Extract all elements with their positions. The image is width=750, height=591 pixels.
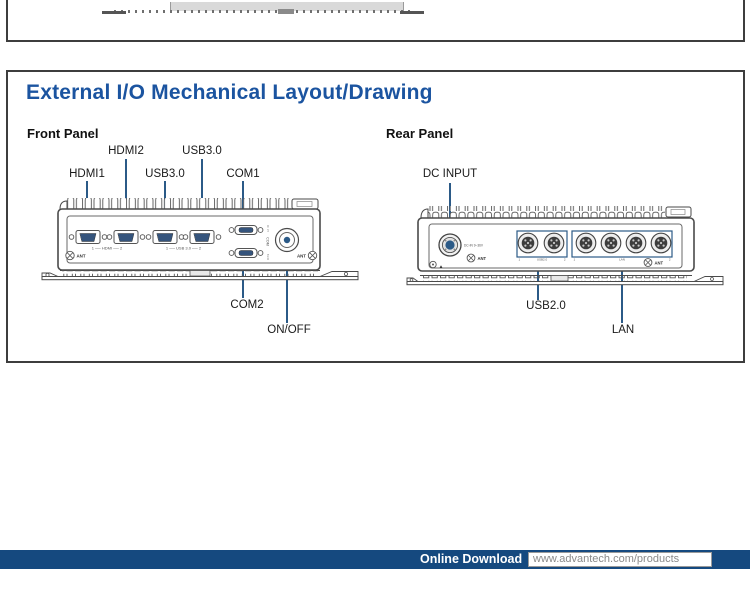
rear-ant-left bbox=[467, 254, 486, 262]
online-download-label: Online Download bbox=[420, 552, 523, 566]
engraving-dc: DC-IN 9~36V bbox=[464, 243, 484, 248]
front-panel-drawing bbox=[40, 196, 360, 290]
svg-text:1: 1 bbox=[267, 228, 269, 233]
label-hdmi2: HDMI2 bbox=[108, 145, 144, 157]
engraving-hdmi-group: 1 ── HDMI ── 2 bbox=[91, 245, 123, 251]
label-usb3-top: USB3.0 bbox=[182, 145, 222, 157]
footer-url-link[interactable]: www.advantech.com/products bbox=[528, 552, 712, 567]
rear-heatsink-fins bbox=[427, 206, 665, 218]
rear-panel-heading: Rear Panel bbox=[386, 126, 454, 141]
rear-mount-plate bbox=[407, 282, 723, 285]
usb2-connector-2 bbox=[544, 233, 564, 253]
svg-text:2: 2 bbox=[267, 253, 269, 258]
label-hdmi1: HDMI1 bbox=[69, 168, 105, 180]
top-drawing-box bbox=[6, 0, 745, 42]
cropped-drawing-center-detail bbox=[278, 9, 294, 14]
svg-text:2: 2 bbox=[563, 257, 566, 262]
front-mount-plate bbox=[42, 277, 358, 280]
front-center-tab bbox=[190, 271, 210, 277]
svg-text:1: 1 bbox=[573, 257, 576, 262]
lan-connector-3 bbox=[626, 233, 646, 253]
com-column-engraving bbox=[266, 225, 270, 260]
svg-text:COM: COM bbox=[265, 237, 270, 246]
label-dc-input: DC INPUT bbox=[422, 168, 478, 180]
label-com2: COM2 bbox=[230, 299, 264, 311]
cropped-drawing-left-foot bbox=[102, 11, 126, 14]
power-button bbox=[276, 229, 299, 252]
lan-connector-4 bbox=[651, 233, 671, 253]
cropped-drawing-serration bbox=[114, 10, 412, 13]
label-usb3-mid: USB3.0 bbox=[145, 168, 185, 180]
cropped-drawing-right-foot bbox=[400, 11, 424, 14]
page-title: External I/O Mechanical Layout/Drawing bbox=[26, 81, 433, 104]
engraving-usb2-group: USB2.0 bbox=[536, 257, 548, 262]
engraving-usb-group: 1 ── USB 3.0 ── 2 bbox=[165, 245, 202, 251]
engraving-ant: ANT bbox=[477, 255, 487, 261]
front-ant-left bbox=[66, 251, 86, 259]
front-antenna-block bbox=[292, 199, 318, 209]
label-lan: LAN bbox=[611, 324, 635, 336]
front-heatsink-fins bbox=[66, 198, 292, 210]
rear-bottom bbox=[407, 276, 723, 285]
engraving-ant: ANT bbox=[296, 253, 306, 259]
engraving-ant: ANT bbox=[654, 260, 664, 266]
engraving-ant: ANT bbox=[76, 253, 86, 259]
front-panel-heading: Front Panel bbox=[27, 126, 99, 141]
svg-text:1: 1 bbox=[518, 257, 521, 262]
lan-connector-2 bbox=[601, 233, 621, 253]
usb2-connector-1 bbox=[518, 233, 538, 253]
rear-antenna-block bbox=[666, 207, 691, 217]
label-com1: COM1 bbox=[226, 168, 260, 180]
rear-ant-right bbox=[644, 259, 663, 267]
label-on-off: ON/OFF bbox=[267, 324, 311, 336]
front-bottom bbox=[42, 271, 358, 280]
lan-connector-1 bbox=[576, 233, 596, 253]
rear-panel-drawing bbox=[405, 196, 725, 292]
svg-text:2: 2 bbox=[668, 257, 671, 262]
engraving-lan-group: LAN bbox=[619, 257, 625, 262]
rear-center-tab bbox=[551, 276, 568, 282]
label-usb2: USB2.0 bbox=[526, 300, 566, 312]
